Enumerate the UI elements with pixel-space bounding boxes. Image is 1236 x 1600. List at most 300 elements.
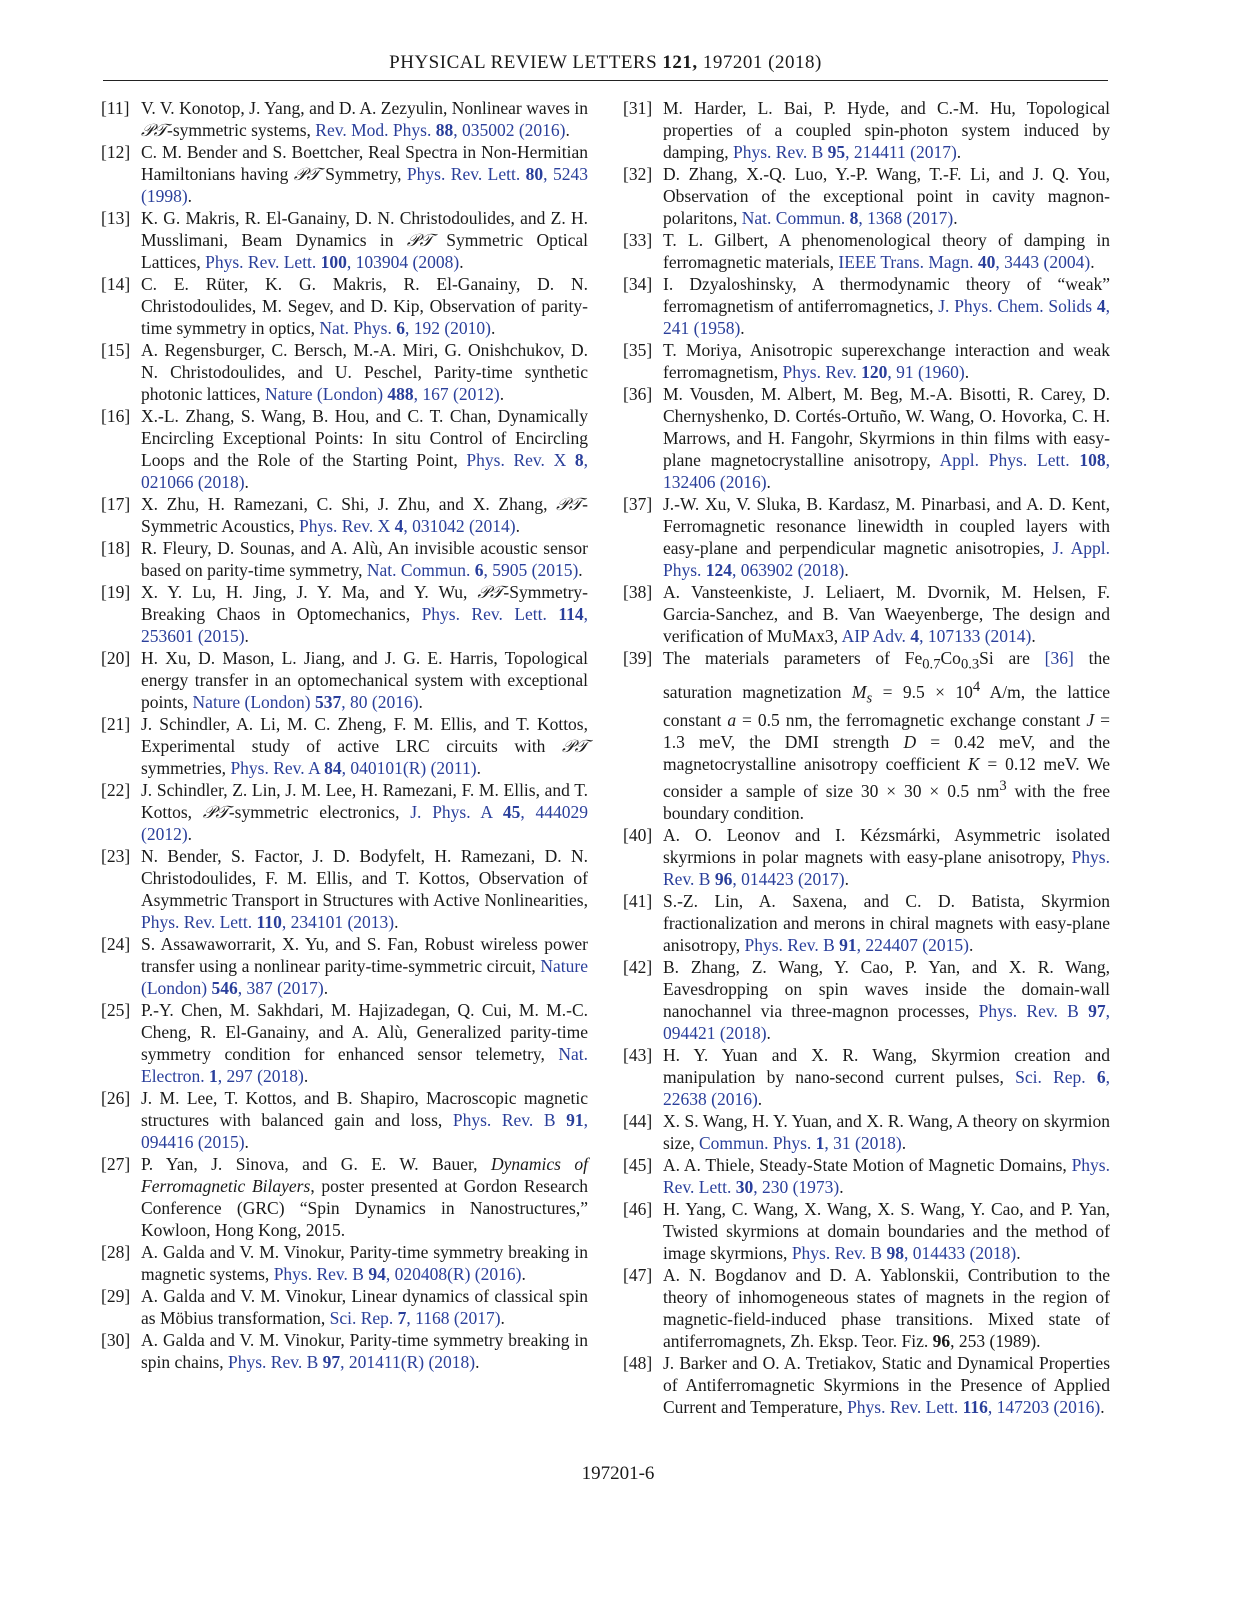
reference-link[interactable]: 84 <box>324 758 342 778</box>
reference-link[interactable]: Phys. Rev. B <box>791 1242 887 1263</box>
reference-entry <box>101 779 588 845</box>
reference-text: D. Zhang, X.-Q. Luo, Y.-P. Wang, T.-F. Li, and J. Q. You, Observation of the exceptional point in cavity magnon-polaritons, <box>663 164 1110 228</box>
reference-link[interactable]: , 5243 (1998) <box>141 164 588 206</box>
reference-number: [11] <box>101 98 130 118</box>
reference-number: [28] <box>101 1242 131 1262</box>
reference-entry <box>623 273 1110 339</box>
reference-text: M <box>851 681 867 702</box>
reference-entry <box>101 1153 588 1241</box>
reference-entry <box>101 1285 588 1329</box>
reference-text: 𝒫𝒯 <box>477 582 504 602</box>
reference-text: . <box>303 1066 309 1086</box>
reference-link[interactable]: 96 <box>714 868 733 889</box>
reference-entry <box>623 493 1110 581</box>
reference-number: [42] <box>623 956 653 977</box>
reference-number: [44] <box>623 1110 653 1131</box>
reference-link[interactable]: Phys. Rev. Lett. <box>141 912 257 932</box>
reference-number: [39] <box>623 648 653 668</box>
reference-text: a <box>727 709 737 730</box>
reference-number: [38] <box>623 582 653 602</box>
reference-text: = 1.3 meV, the DMI strength <box>663 709 1110 752</box>
reference-number: [47] <box>623 1264 653 1285</box>
page-number: 197201-6 <box>581 1463 655 1484</box>
reference-link[interactable]: Phys. Rev. B <box>273 1264 369 1284</box>
reference-link[interactable]: 91 <box>566 1110 584 1130</box>
reference-link[interactable]: , 167 (2012) <box>413 384 500 404</box>
reference-number: [16] <box>101 406 131 426</box>
reference-number: [43] <box>623 1044 653 1065</box>
reference-number: [46] <box>623 1198 653 1219</box>
references-left-column <box>101 97 588 1373</box>
reference-text: the saturation magnetization <box>663 648 1110 702</box>
reference-entry <box>101 207 588 273</box>
reference-text: V. V. Konotop, J. Yang, and D. A. Zezyulin, Nonlinear waves in <box>141 98 588 118</box>
reference-text: T. Moriya, Anisotropic superexchange interaction and weak ferromagnetism, <box>663 340 1110 382</box>
reference-entry <box>623 1044 1110 1110</box>
reference-link[interactable]: , 014433 (2018) <box>903 1242 1017 1263</box>
reference-number: [14] <box>101 274 131 294</box>
reference-text: M. Harder, L. Bai, P. Hyde, and C.-M. Hu, Topological properties of a coupled spin-photon system induced by damping, <box>663 98 1110 162</box>
reference-link[interactable]: J. Appl. Phys. <box>663 538 1110 580</box>
reference-entry <box>101 647 588 713</box>
reference-link[interactable]: Nature (London) <box>141 956 588 998</box>
reference-entry <box>623 1198 1110 1264</box>
reference-link[interactable]: , 214411 (2017) <box>845 142 957 162</box>
reference-text: A. Galda and V. M. Vinokur, Parity-time symmetry breaking in spin chains, <box>141 1330 588 1372</box>
reference-entry <box>101 141 588 207</box>
reference-text: . <box>964 362 970 382</box>
reference-entry <box>101 713 588 779</box>
reference-text: A. O. Leonov and I. Kézsmárki, Asymmetric isolated skyrmions in polar magnets with easy-plane anisotropy, <box>663 824 1110 867</box>
reference-link[interactable]: , 035002 (2016) <box>453 120 566 140</box>
reference-link[interactable]: IEEE Trans. Magn. <box>838 252 978 272</box>
reference-link[interactable]: , 201411(R) (2018) <box>340 1352 476 1372</box>
reference-text: 𝒫𝒯 <box>141 120 168 140</box>
reference-link[interactable]: Phys. Rev. Lett. <box>663 1154 1110 1197</box>
reference-number: [24] <box>101 934 131 954</box>
reference-entry <box>101 581 588 647</box>
reference-link[interactable]: AIP Adv. <box>841 626 911 646</box>
reference-link[interactable]: Phys. Rev. Lett. <box>406 164 526 184</box>
reference-text: Symmetric Optical Lattices, <box>141 230 588 272</box>
reference-text: . <box>521 1264 526 1284</box>
reference-link[interactable]: Phys. Rev. Lett. <box>205 252 321 272</box>
reference-text: R. Fleury, D. Sounas, and A. Alù, An invisible acoustic sensor based on parity-time symmetry, <box>141 538 588 580</box>
reference-text: . <box>418 692 423 712</box>
reference-link[interactable]: , 020408(R) (2016) <box>385 1264 522 1284</box>
reference-number: [29] <box>101 1286 131 1306</box>
reference-entry <box>101 1087 588 1153</box>
reference-number: [30] <box>101 1330 131 1350</box>
reference-number: [22] <box>101 780 131 800</box>
reference-text: H. Xu, D. Mason, L. Jiang, and J. G. E. Harris, Topological energy transfer in an optomechanical system with exceptional points, <box>141 648 588 712</box>
reference-text: . <box>839 1176 844 1197</box>
reference-link[interactable]: [36] <box>1044 648 1074 668</box>
reference-link[interactable]: 546 <box>211 978 238 998</box>
reference-link[interactable]: 537 <box>315 692 342 712</box>
reference-link[interactable]: Phys. Rev. B <box>733 142 828 162</box>
reference-number: [37] <box>623 494 653 514</box>
reference-entry <box>623 581 1110 647</box>
reference-text: J. Schindler, A. Li, M. C. Zheng, F. M. Ellis, and T. Kottos, Experimental study of active LRC circuits with <box>141 714 588 756</box>
reference-link[interactable]: Nature (London) <box>192 692 316 712</box>
reference-entry <box>101 339 588 405</box>
reference-entry <box>623 647 1110 824</box>
reference-link[interactable]: 30 <box>735 1176 754 1197</box>
reference-number: [41] <box>623 890 653 911</box>
journal-name: PHYSICAL REVIEW LETTERS <box>389 52 658 73</box>
reference-link[interactable]: 488 <box>387 384 414 404</box>
reference-link[interactable]: Rev. Mod. Phys. <box>315 120 436 140</box>
reference-text: A. N. Bogdanov and D. A. Yablonskii, Contribution to the theory of inhomogeneous states of magnets in the region of magnetic-field-induced phase transitions. Mixed state of antiferromagnets, Zh. Eksp. Teor. Fiz. <box>663 1264 1110 1351</box>
reference-text: . <box>565 120 570 140</box>
reference-link[interactable]: Sci. Rep. <box>1015 1066 1097 1087</box>
reference-text: N. Bender, S. Factor, J. D. Bodyfelt, H. Ramezani, D. N. Christodoulides, F. M. Ellis, and T. Kottos, Observation of Asymmetric Transport in Structures with Active Nonlinearities, <box>141 846 588 910</box>
reference-text: . <box>766 472 771 492</box>
header-rule <box>103 80 1108 81</box>
reference-link[interactable]: , 91 (1960) <box>887 362 965 382</box>
reference-text: 4 <box>972 678 981 695</box>
reference-text: 0.3 <box>960 656 980 673</box>
reference-link[interactable]: 40 <box>977 252 996 272</box>
reference-text: Co <box>940 648 961 668</box>
reference-link[interactable]: 95 <box>827 142 846 162</box>
reference-text: . <box>1100 1396 1105 1417</box>
reference-entry <box>623 1110 1110 1154</box>
reference-entry <box>623 163 1110 229</box>
reference-text: A. A. Thiele, Steady-State Motion of Magnetic Domains, <box>663 1154 1072 1175</box>
reference-text: 0.7 <box>922 656 941 673</box>
reference-text: X. Y. Lu, H. Jing, J. Y. Ma, and Y. Wu, <box>141 582 478 602</box>
reference-link[interactable]: Phys. Rev. X <box>298 516 395 536</box>
reference-text: J. Barker and O. A. Tretiakov, Static and Dynamical Properties of Antiferromagnetic Skyrmions in the Presence of Applied Current and Temperature, <box>663 1352 1110 1417</box>
reference-text: A/m, the lattice constant <box>663 681 1110 730</box>
reference-number: [23] <box>101 846 131 866</box>
reference-text: . <box>844 560 849 580</box>
reference-text: . <box>844 868 850 889</box>
reference-link[interactable]: , 063902 (2018) <box>732 560 845 580</box>
reference-entry <box>623 339 1110 383</box>
reference-link[interactable]: 8 <box>574 450 584 470</box>
reference-link[interactable]: J. Phys. Chem. Solids <box>938 296 1097 316</box>
reference-entry <box>101 1241 588 1285</box>
reference-link[interactable]: 45 <box>502 802 521 822</box>
reference-link[interactable]: Phys. Rev. B <box>663 846 1110 889</box>
reference-text: . <box>244 626 249 646</box>
reference-number: [18] <box>101 538 131 558</box>
reference-text: with the free boundary condition. <box>663 780 1110 823</box>
reference-link[interactable]: 114 <box>558 604 584 624</box>
reference-link[interactable]: 100 <box>320 252 347 272</box>
reference-entry <box>623 1154 1110 1198</box>
reference-link[interactable]: , 014423 (2017) <box>732 868 845 889</box>
reference-text: 𝒫𝒯 <box>293 164 320 184</box>
reference-entry <box>623 383 1110 493</box>
reference-text: . <box>475 1352 480 1372</box>
reference-link[interactable]: 91 <box>839 934 857 955</box>
reference-text: J.-W. Xu, V. Sluka, B. Kardasz, M. Pinarbasi, and A. D. Kent, Ferromagnetic resonance linewidth in coupled layers with easy-plane and perpendicular magnetic anisotropies, <box>663 494 1110 558</box>
reference-link[interactable]: 108 <box>1079 450 1106 470</box>
reference-link[interactable]: Phys. Rev. B <box>452 1110 567 1130</box>
reference-text: , 253 (1989). <box>950 1330 1041 1351</box>
reference-link[interactable]: , 297 (2018) <box>217 1066 304 1086</box>
reference-link[interactable]: , 387 (2017) <box>237 978 324 998</box>
reference-number: [34] <box>623 274 653 294</box>
reference-link[interactable]: Sci. Rep. <box>329 1308 398 1328</box>
reference-number: [26] <box>101 1088 131 1108</box>
reference-text: M. Vousden, M. Albert, M. Beg, M.-A. Bisotti, R. Carey, D. Chernyshenko, D. Cortés-Ortuño, W. Wang, O. Hovorka, C. H. Marrows, and H. Fangohr, Skyrmions in thin films with easy-plane magnetocrystalline anisotropy, <box>663 384 1110 470</box>
reference-text: A. Galda and V. M. Vinokur, Linear dynamics of classical spin as Möbius transformation, <box>141 1286 588 1328</box>
reference-number: [27] <box>101 1154 131 1174</box>
reference-text: . <box>499 384 505 404</box>
reference-entry <box>101 933 588 999</box>
reference-link[interactable]: , 241 (1958) <box>663 296 1110 338</box>
reference-text: = 0.42 meV, and the magnetocrystalline anisotropy coefficient <box>663 731 1110 774</box>
reference-link[interactable]: , 5905 (2015) <box>483 560 579 580</box>
reference-link[interactable]: 8 <box>849 208 859 228</box>
reference-number: [19] <box>101 582 131 602</box>
reference-text: S.-Z. Lin, A. Saxena, and C. D. Batista, Skyrmion fractionalization and merons in chiral magnets with easy-plane anisotropy, <box>663 890 1110 955</box>
reference-number: [20] <box>101 648 131 668</box>
reference-entry <box>101 405 588 493</box>
reference-text: . <box>578 560 583 580</box>
reference-entry <box>101 999 588 1087</box>
reference-link[interactable]: , 040101(R) (2011) <box>341 758 477 778</box>
reference-link[interactable]: 6 <box>1096 1066 1106 1087</box>
reference-text: P.-Y. Chen, M. Sakhdari, M. Hajizadegan, Q. Cui, M. M.-C. Cheng, R. El-Ganainy, and A. Alù, Generalized parity-time symmetry condition for enhanced sensor telemetry, <box>141 1000 588 1064</box>
reference-link[interactable]: Nat. Commun. <box>366 560 475 580</box>
reference-text: . <box>490 318 496 338</box>
reference-link[interactable]: , 22638 (2016) <box>663 1066 1110 1109</box>
reference-link[interactable]: , 147203 (2016) <box>987 1396 1101 1417</box>
reference-text: 96 <box>932 1330 951 1351</box>
reference-text: = 0.5 nm, the ferromagnetic exchange constant <box>736 709 1087 730</box>
reference-text: D <box>903 731 917 752</box>
reference-text: . <box>1016 1242 1021 1263</box>
reference-number: [36] <box>623 384 653 404</box>
reference-link[interactable]: , 444029 (2012) <box>141 802 588 844</box>
reference-number: [35] <box>623 340 653 360</box>
reference-text: . <box>953 208 958 228</box>
reference-link[interactable]: , 107133 (2014) <box>919 626 1032 646</box>
reference-number: [13] <box>101 208 131 228</box>
reference-text: . <box>500 1308 505 1328</box>
reference-text: Si are <box>979 648 1045 668</box>
reference-text: . <box>1090 252 1095 272</box>
reference-entry <box>101 97 588 141</box>
reference-link[interactable]: , 31 (2018) <box>824 1132 902 1153</box>
reference-link[interactable]: Phys. Rev. B <box>744 934 840 955</box>
reference-text: P. Yan, J. Sinova, and G. E. W. Bauer, <box>141 1154 491 1174</box>
reference-text: . <box>187 186 193 206</box>
reference-entry <box>623 824 1110 890</box>
reference-text: H. Yang, C. Wang, X. Wang, X. S. Wang, Y. Cao, and P. Yan, Twisted skyrmions at domain boundaries and the method of image skyrmions, <box>663 1198 1110 1263</box>
reference-entry <box>623 229 1110 273</box>
reference-link[interactable]: Nat. Commun. <box>741 208 850 228</box>
reference-link[interactable]: Appl. Phys. Lett. <box>939 450 1080 470</box>
reference-number: [33] <box>623 230 653 250</box>
reference-text: . <box>459 252 464 272</box>
reference-entry <box>623 1352 1110 1418</box>
reference-entry <box>623 956 1110 1044</box>
reference-link[interactable]: Phys. Rev. Lett. <box>847 1396 963 1417</box>
reference-entry <box>623 890 1110 956</box>
reference-text: -symmetric systems, <box>167 120 316 140</box>
reference-text: -Symmetry-Breaking Chaos in Optomechanics, <box>141 582 588 624</box>
reference-text: 𝒫𝒯 <box>406 230 433 250</box>
reference-text: J. Schindler, Z. Lin, J. M. Lee, H. Ramezani, F. M. Ellis, and T. Kottos, <box>141 780 588 822</box>
reference-text: X. Zhu, H. Ramezani, C. Shi, J. Zhu, and X. Zhang, <box>141 494 557 514</box>
reference-text: T. L. Gilbert, A phenomenological theory of damping in ferromagnetic materials, <box>663 230 1110 272</box>
reference-text: -Symmetric Acoustics, <box>141 494 588 536</box>
reference-link[interactable]: , 234101 (2013) <box>281 912 395 932</box>
reference-text: Dynamics of Ferromagnetic Bilayers <box>141 1154 588 1196</box>
reference-link[interactable]: Phys. Rev. B <box>228 1352 323 1372</box>
reference-text: . <box>901 1132 907 1153</box>
reference-link[interactable]: , 031042 (2014) <box>403 516 516 536</box>
reference-text: , poster presented at Gordon Research Conference (GRC) “Spin Dynamics in Nanostructures,” Kowloon, Hong Kong, 2015. <box>141 1176 588 1240</box>
reference-link[interactable]: , 021066 (2018) <box>141 450 589 492</box>
reference-text: -symmetric electronics, <box>228 802 411 822</box>
reference-link[interactable]: 94 <box>368 1264 386 1284</box>
reference-link[interactable]: 6 <box>396 318 405 338</box>
reference-link[interactable]: , 253601 (2015) <box>141 604 588 646</box>
reference-entry <box>101 493 588 537</box>
running-header <box>103 52 1108 74</box>
reference-link[interactable]: 124 <box>705 560 733 580</box>
reference-text: . <box>766 1022 771 1043</box>
reference-text: = 0.12 meV. We consider a sample of size 30 × 30 × 0.5 nm <box>663 753 1110 801</box>
reference-link[interactable]: Phys. Rev. A <box>230 758 325 778</box>
reference-text: Symmetry, <box>319 164 407 184</box>
reference-text: . <box>740 318 745 338</box>
reference-link[interactable]: 4 <box>1096 296 1106 316</box>
reference-text: s <box>866 689 873 706</box>
reference-text: . <box>323 978 329 998</box>
reference-text: . <box>244 472 249 492</box>
reference-link[interactable]: , 094416 (2015) <box>141 1110 588 1152</box>
reference-link[interactable]: , 224407 (2015) <box>856 934 969 955</box>
reference-link[interactable]: , 80 (2016) <box>341 692 419 712</box>
reference-link[interactable]: Nat. Phys. <box>319 318 397 338</box>
references-right-column <box>623 97 1110 1418</box>
reference-text: J <box>1086 709 1095 730</box>
reference-link[interactable]: Nat. Electron. <box>141 1044 588 1086</box>
reference-link[interactable]: 1 <box>815 1132 825 1153</box>
reference-link[interactable]: 7 <box>397 1308 407 1328</box>
reference-text: = 9.5 × 10 <box>872 681 973 702</box>
reference-number: [45] <box>623 1154 653 1175</box>
reference-number: [48] <box>623 1352 653 1373</box>
reference-text: K <box>967 753 980 774</box>
reference-text: symmetries, <box>141 758 231 778</box>
reference-link[interactable]: , 094421 (2018) <box>663 1000 1110 1043</box>
reference-link[interactable]: 88 <box>435 120 454 140</box>
reference-text: A. Regensburger, C. Bersch, M.-A. Miri, G. Onishchukov, D. N. Christodoulides, and U. Peschel, Parity-time synthetic photonic lattices, <box>141 340 588 404</box>
reference-number: [40] <box>623 824 653 845</box>
reference-link[interactable]: 98 <box>886 1242 904 1263</box>
reference-link[interactable]: Phys. Rev. <box>782 362 862 382</box>
reference-text: A. Galda and V. M. Vinokur, Parity-time symmetry breaking in magnetic systems, <box>141 1242 588 1284</box>
reference-link[interactable]: 120 <box>861 362 888 382</box>
reference-number: [12] <box>101 142 131 162</box>
reference-text: 𝒫𝒯 <box>202 802 229 822</box>
reference-text: . <box>394 912 399 932</box>
reference-number: [17] <box>101 494 131 514</box>
reference-link[interactable]: 6 <box>474 560 484 580</box>
article-number: 197201 (2018) <box>702 52 822 73</box>
reference-text: 𝒫𝒯 <box>561 736 588 756</box>
reference-text: 3 <box>999 777 1007 794</box>
reference-text: C. M. Bender and S. Boettcher, Real Spectra in Non-Hermitian Hamiltonians having <box>141 142 588 184</box>
reference-text: X.-L. Zhang, S. Wang, B. Hou, and C. T. Chan, Dynamically Encircling Exceptional Points: In situ Control of Encircling Loops and the Role of the Starting Point, <box>141 406 588 470</box>
reference-text: . <box>1031 626 1036 646</box>
reference-text: C. E. Rüter, K. G. Makris, R. El-Ganainy, D. N. Christodoulides, M. Segev, and D. Kip, Observation of parity-time symmetry in optics, <box>141 274 588 338</box>
reference-link[interactable]: 4 <box>394 516 404 536</box>
reference-link[interactable]: Nature (London) <box>264 384 388 404</box>
reference-entry <box>101 1329 588 1373</box>
reference-link[interactable]: Phys. Rev. B <box>978 1000 1089 1021</box>
reference-entry <box>623 97 1110 163</box>
reference-link[interactable]: , 230 (1973) <box>753 1176 840 1197</box>
reference-link[interactable]: , 192 (2010) <box>404 318 491 338</box>
reference-text: X. S. Wang, H. Y. Yuan, and X. R. Wang, A theory on skyrmion size, <box>663 1110 1110 1153</box>
reference-text: . <box>187 824 193 844</box>
reference-link[interactable]: 116 <box>962 1396 988 1417</box>
reference-text: . <box>244 1132 249 1152</box>
reference-link[interactable]: 97 <box>1088 1000 1106 1021</box>
reference-link[interactable]: , 103904 (2008) <box>346 252 460 272</box>
reference-link[interactable]: 1 <box>209 1066 218 1086</box>
reference-link[interactable]: , 3443 (2004) <box>995 252 1091 272</box>
reference-text: . <box>515 516 520 536</box>
reference-number: [15] <box>101 340 131 360</box>
reference-number: [31] <box>623 98 653 118</box>
reference-number: [25] <box>101 1000 131 1020</box>
reference-link[interactable]: Phys. Rev. X <box>466 450 575 470</box>
reference-link[interactable]: J. Phys. A <box>410 802 503 822</box>
reference-number: [21] <box>101 714 131 734</box>
reference-number: [32] <box>623 164 653 184</box>
reference-text: H. Y. Yuan and X. R. Wang, Skyrmion creation and manipulation by nano-second current pulses, <box>663 1044 1110 1087</box>
reference-link[interactable]: , 1368 (2017) <box>858 208 954 228</box>
reference-link[interactable]: Phys. Rev. Lett. <box>421 604 559 624</box>
reference-text: S. Assawaworrarit, X. Yu, and S. Fan, Robust wireless power transfer using a nonlinear parity-time-symmetric circuit, <box>141 934 588 976</box>
reference-text: . <box>956 142 962 162</box>
reference-link[interactable]: 110 <box>256 912 282 932</box>
reference-text: K. G. Makris, R. El-Ganainy, D. N. Christodoulides, and Z. H. Musslimani, Beam Dynamics in <box>141 208 588 250</box>
reference-text: The materials parameters of Fe <box>663 648 923 668</box>
reference-link[interactable]: Commun. Phys. <box>698 1132 816 1153</box>
reference-text: 𝒫𝒯 <box>556 494 583 514</box>
reference-entry <box>101 273 588 339</box>
volume-number: 121, <box>662 52 698 73</box>
reference-entry <box>101 537 588 581</box>
reference-entry <box>101 845 588 933</box>
reference-text: B. Zhang, Z. Wang, Y. Cao, P. Yan, and X. R. Wang, Eavesdropping on spin waves inside the domain-wall nanochannel via three-magnon processes, <box>663 956 1110 1021</box>
reference-text: . <box>476 758 481 778</box>
reference-text: I. Dzyaloshinsky, A thermodynamic theory of “weak” ferromagnetism of antiferromagnetics, <box>663 274 1110 316</box>
reference-link[interactable]: 4 <box>910 626 920 646</box>
reference-text: J. M. Lee, T. Kottos, and B. Shapiro, Macroscopic magnetic structures with balanced gain and loss, <box>141 1088 588 1130</box>
reference-link[interactable]: , 132406 (2016) <box>663 450 1110 492</box>
reference-text: A. Vansteenkiste, J. Leliaert, M. Dvornik, M. Helsen, F. Garcia-Sanchez, and B. Van Waeyenberge, The design and verification of MᴜMᴀx3, <box>663 582 1110 646</box>
reference-link[interactable]: 80 <box>525 164 544 184</box>
reference-entry <box>623 1264 1110 1352</box>
reference-link[interactable]: , 1168 (2017) <box>406 1308 501 1328</box>
reference-link[interactable]: 97 <box>322 1352 341 1372</box>
reference-text: . <box>968 934 974 955</box>
